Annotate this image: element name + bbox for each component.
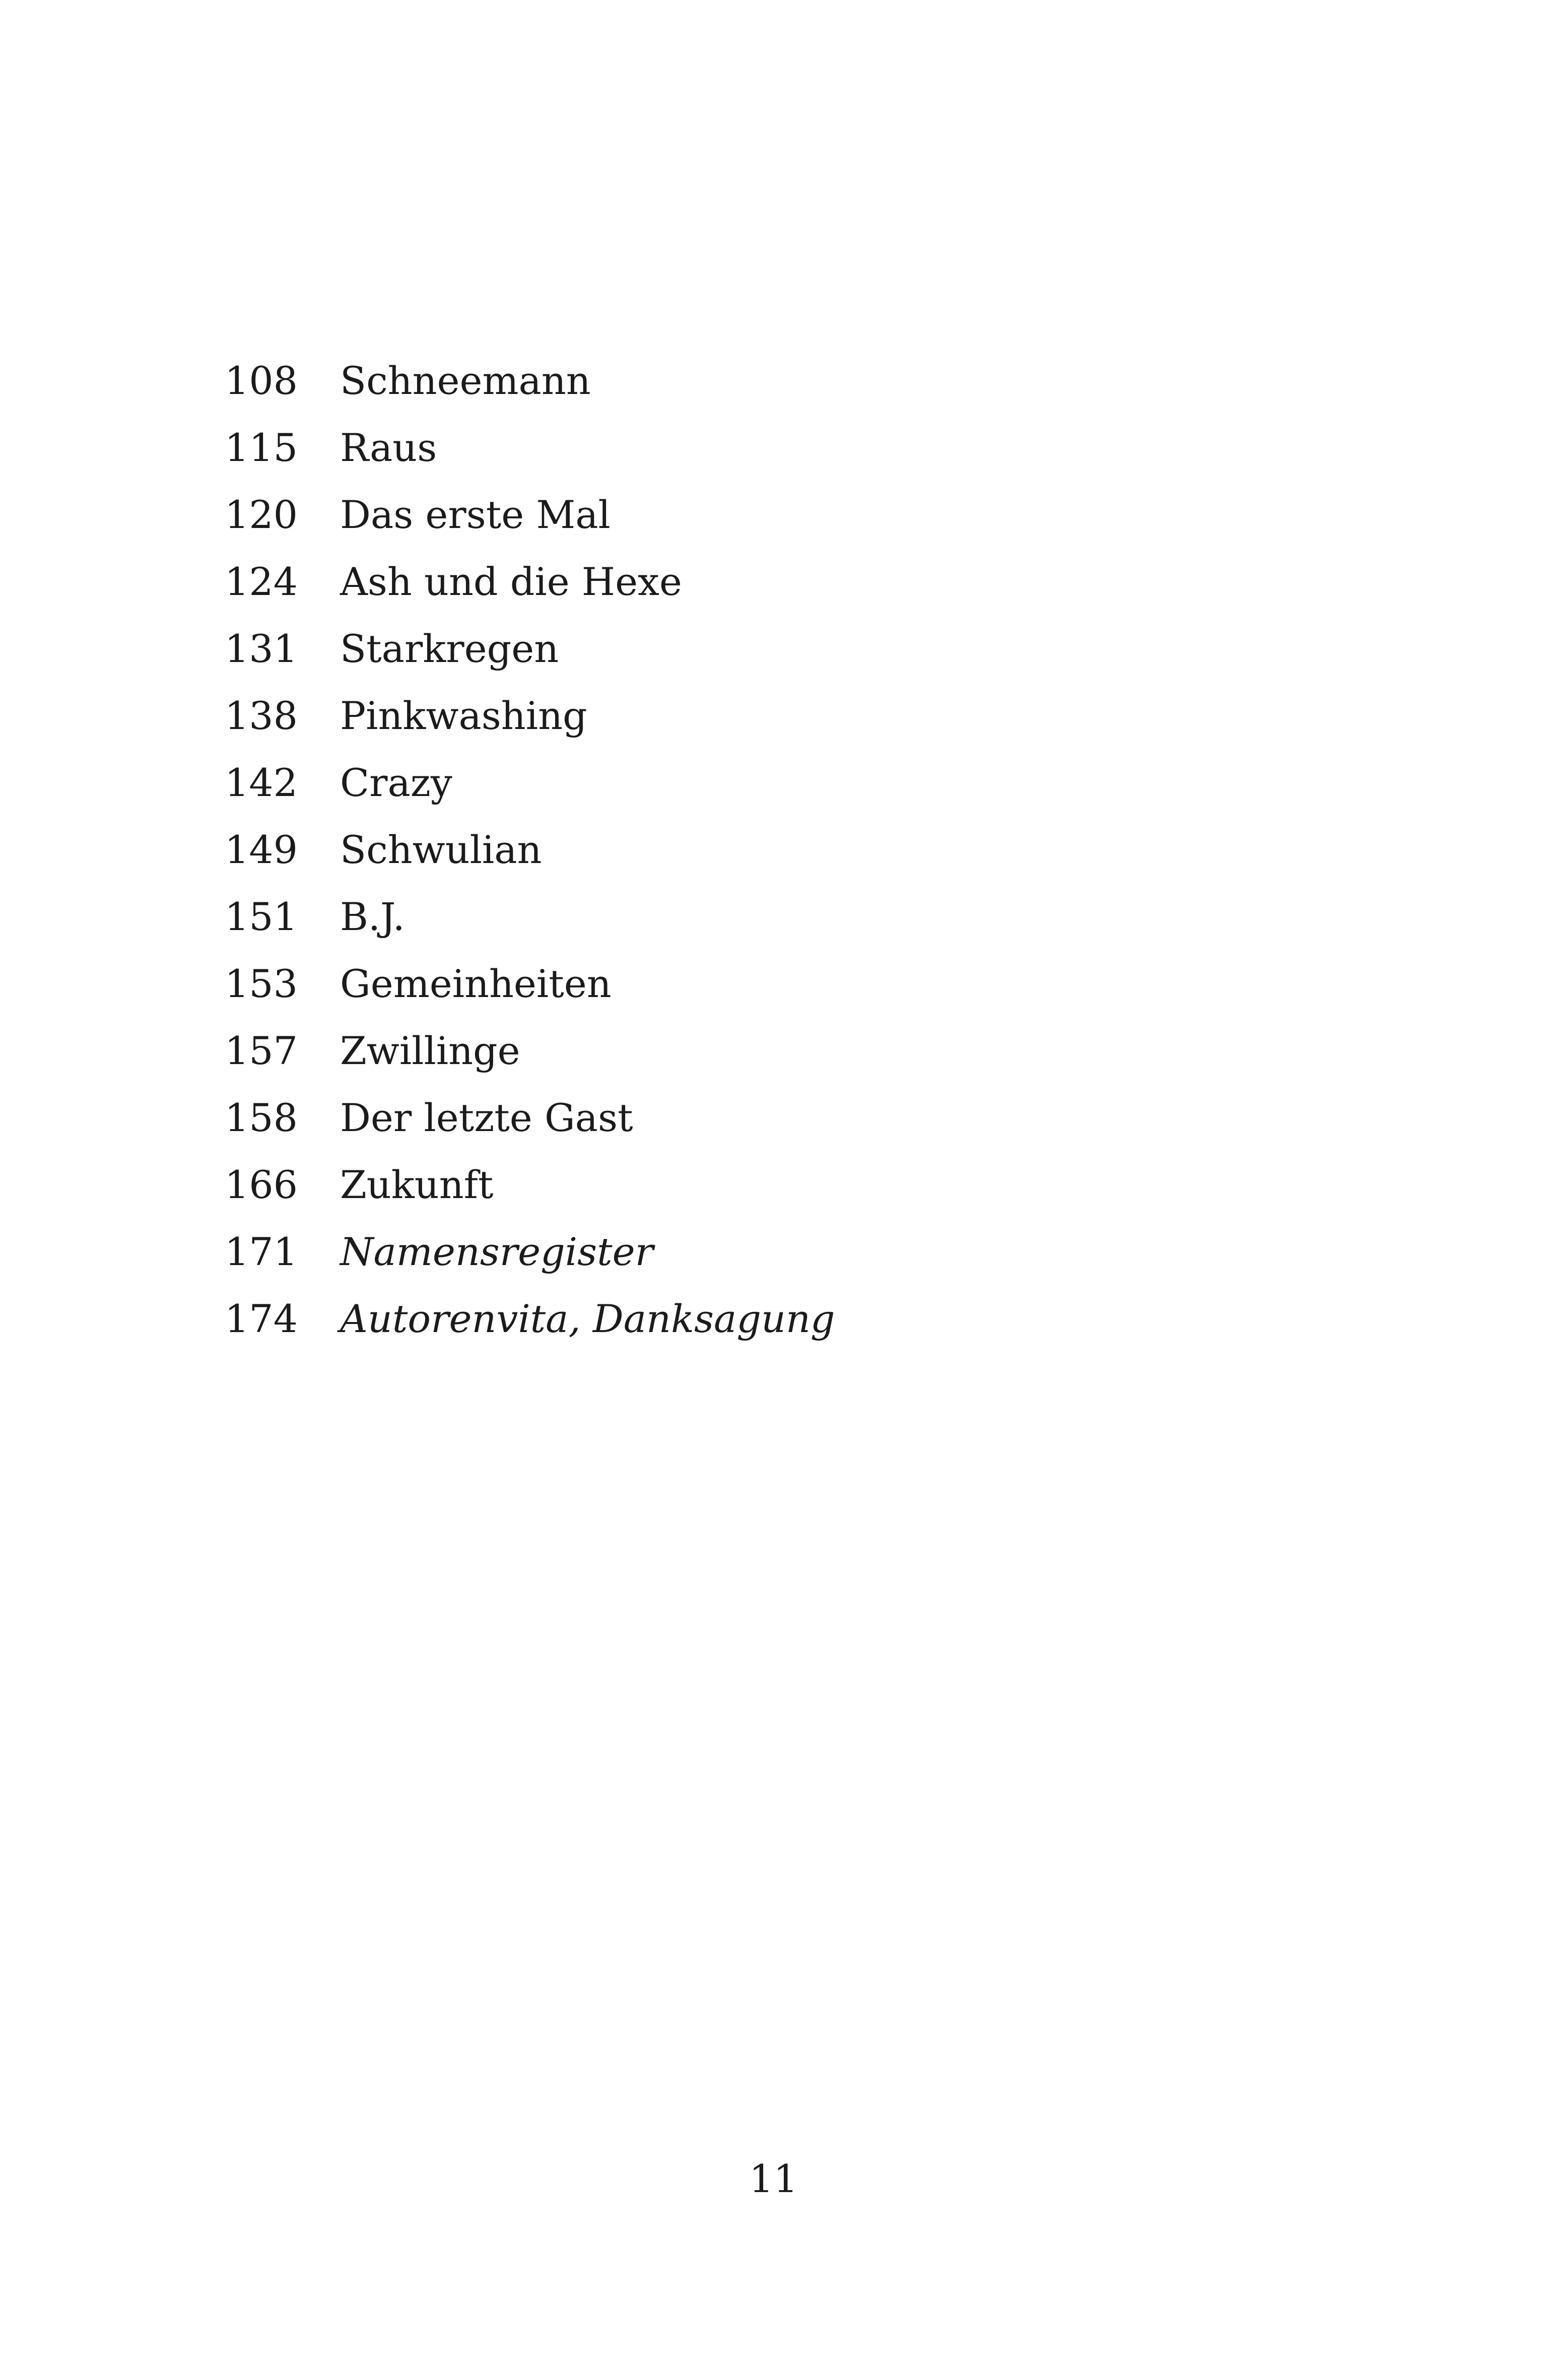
page-number: 11 [749,2156,798,2201]
toc-entry [0,557,1547,624]
toc-entry [0,758,1547,825]
toc-title: Schwulian [340,827,542,872]
toc-page-number: 171 [224,1229,298,1274]
table-of-contents [0,356,1547,1361]
toc-title: Schneemann [340,358,591,403]
toc-entry [0,423,1547,490]
toc-title: Zwillinge [340,1028,520,1073]
toc-title: Autorenvita, Danksagung [340,1296,835,1341]
toc-title: Pinkwashing [340,693,587,738]
toc-entry [0,1026,1547,1093]
toc-page-number: 131 [224,626,298,671]
toc-title: B.J. [340,894,405,939]
toc-page-number: 108 [224,358,298,403]
toc-title: Das erste Mal [340,492,611,537]
toc-title: Ash und die Hexe [340,559,682,604]
toc-page-number: 115 [224,425,298,470]
toc-entry [0,490,1547,557]
toc-page-number: 157 [224,1028,298,1073]
toc-title: Starkregen [340,626,559,671]
toc-page-number: 158 [224,1095,298,1140]
toc-title: Raus [340,425,437,470]
toc-page-number: 153 [224,961,298,1006]
toc-entry [0,1227,1547,1294]
toc-page-number: 120 [224,492,298,537]
toc-title: Crazy [340,760,452,805]
toc-page-number: 138 [224,693,298,738]
toc-entry [0,356,1547,423]
toc-entry [0,691,1547,758]
toc-entry [0,624,1547,691]
toc-entry [0,892,1547,959]
toc-title: Gemeinheiten [340,961,612,1006]
toc-title: Namensregister [340,1229,653,1274]
toc-title: Zukunft [340,1162,494,1207]
toc-entry [0,959,1547,1026]
toc-page-number: 142 [224,760,298,805]
toc-page-number: 149 [224,827,298,872]
toc-entry [0,825,1547,892]
toc-page-number: 174 [224,1296,298,1341]
toc-entry [0,1294,1547,1361]
toc-title: Der letzte Gast [340,1095,633,1140]
toc-entry [0,1160,1547,1227]
toc-page-number: 166 [224,1162,298,1207]
toc-entry [0,1093,1547,1160]
toc-page-number: 124 [224,559,298,604]
toc-page-number: 151 [224,894,298,939]
